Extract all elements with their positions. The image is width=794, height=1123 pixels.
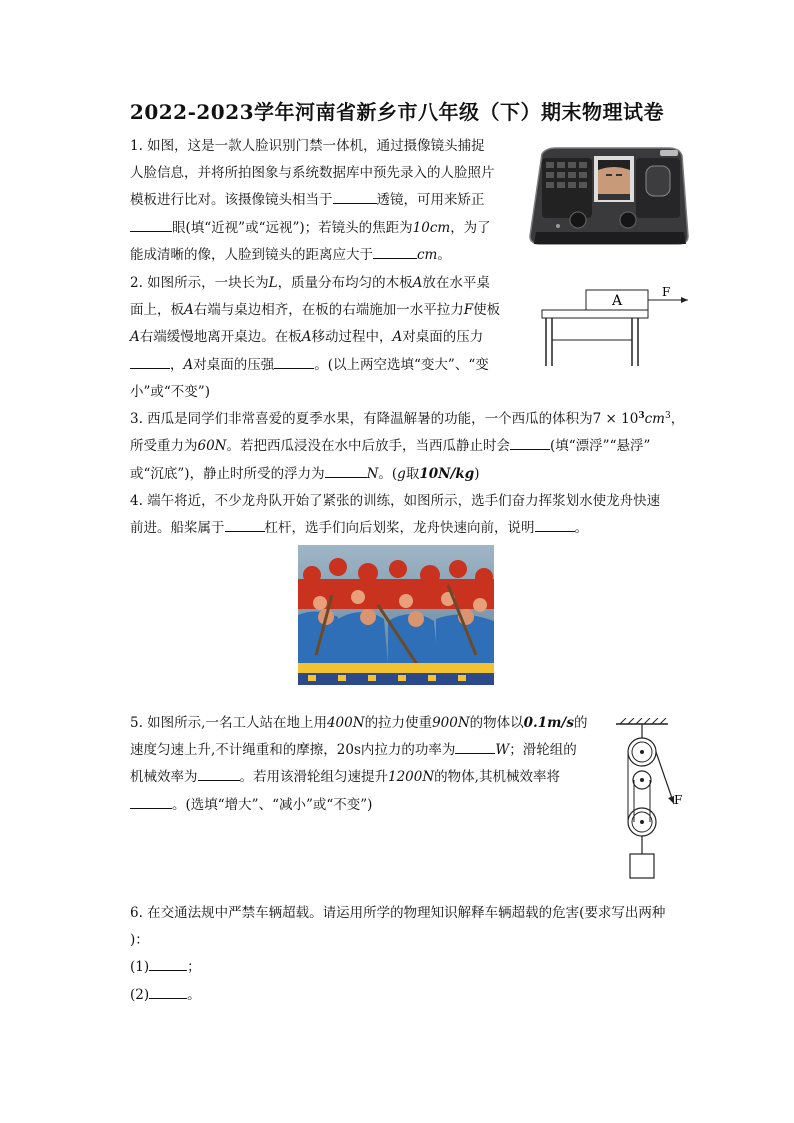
answer-blank[interactable] [274,356,314,369]
answer-blank[interactable] [149,958,187,971]
q1-line-3: 模板进行比对。该摄像镜头相当于 透镜，可用来矫正 [130,192,485,208]
q4-line-1: 4. 端午将近，不少龙舟队开始了紧张的训练，如图所示，选手们奋力挥浆划水使龙舟快速 [130,493,661,509]
answer-blank[interactable] [535,519,575,532]
answer-blank[interactable] [455,741,495,754]
dragon-boat-photo [298,545,494,685]
answer-blank[interactable] [130,219,172,232]
q3-line-1: 3. 西瓜是同学们非常喜爱的夏季水果，有降温解暑的功能，一个西瓜的体积为$7 \times 10^3cm^3$， [130,411,685,427]
pull-force-label: F [674,793,683,807]
face-recognition-device-image [528,140,690,248]
q5-line-1: 5. 如图所示,一名工人站在地上用400N的拉力使重900N的物体以0.1m/s的 [130,715,588,731]
force-label: F [662,285,671,299]
answer-blank[interactable] [149,986,187,999]
answer-blank[interactable] [130,796,172,809]
q6-line-2: )： [130,932,149,948]
q6-answer-2: (2) 。 [130,987,201,1003]
answer-blank[interactable] [198,768,240,781]
q3-line-3: 或“沉底”)，静止时所受的浮力为 N。(g取10N/kg) [130,466,480,482]
page-title: 2022-2023学年河南省新乡市八年级（下）期末物理试卷 [129,100,665,124]
answer-blank[interactable] [225,519,265,532]
q6-line-1: 6. 在交通法规中严禁车辆超载。请运用所学的物理知识解释车辆超载的危害(要求写出两种 [130,905,666,921]
q2-line-5: 小”或“不变”) [130,384,210,400]
q5-line-4: 。(选填“增大”、“减小”或“不变”) [130,796,372,814]
q4-line-2: 前进。船桨属于 杠杆，选手们向后划桨，龙舟快速向前，说明 。 [130,520,588,536]
q5-line-3: 机械效率为 。若用该滑轮组匀速提升1200N的物体,其机械效率将 [130,769,560,785]
answer-blank[interactable] [325,465,367,478]
answer-blank[interactable] [373,246,417,259]
answer-blank[interactable] [510,437,550,450]
q2-line-1: 2. 如图所示，一块长为L，质量分布均匀的木板A放在水平桌 [130,275,490,291]
answer-blank[interactable] [333,191,377,204]
q5-line-2: 速度匀速上升,不计绳重和的摩擦，20s内拉力的功率为 W；滑轮组的 [130,742,577,758]
board-label: A [611,293,623,309]
q1-line-1: 1. 如图，这是一款人脸识别门禁一体机，通过摄像镜头捕捉 [130,138,485,154]
q1-line-2: 人脸信息，并将所拍图象与系统数据库中预先录入的人脸照片 [130,165,495,181]
q1-line-5: 能成清晰的像，人脸到镜头的距离应大于 cm。 [130,247,451,263]
q2-line-4: ，A对桌面的压强 。(以上两空选填“变大”、“变 [130,356,489,374]
q1-line-4: 眼(填“近视”或“远视”)；若镜头的焦距为10cm，为了 [130,219,491,237]
q3-line-2: 所受重力为60N。若把西瓜浸没在水中后放手，当西瓜静止时会 (填“漂浮”“悬浮” [130,438,651,454]
pulley-system-diagram [612,718,702,886]
answer-blank[interactable] [130,356,170,369]
q6-answer-1: (1) ； [130,959,201,975]
table-board-diagram [538,282,698,370]
q2-line-3: A右端缓慢地离开桌边。在板A移动过程中，A对桌面的压力 [130,329,484,345]
q2-line-2: 面上，板A右端与桌边相齐，在板的右端施加一水平拉力F使板 [130,302,501,318]
